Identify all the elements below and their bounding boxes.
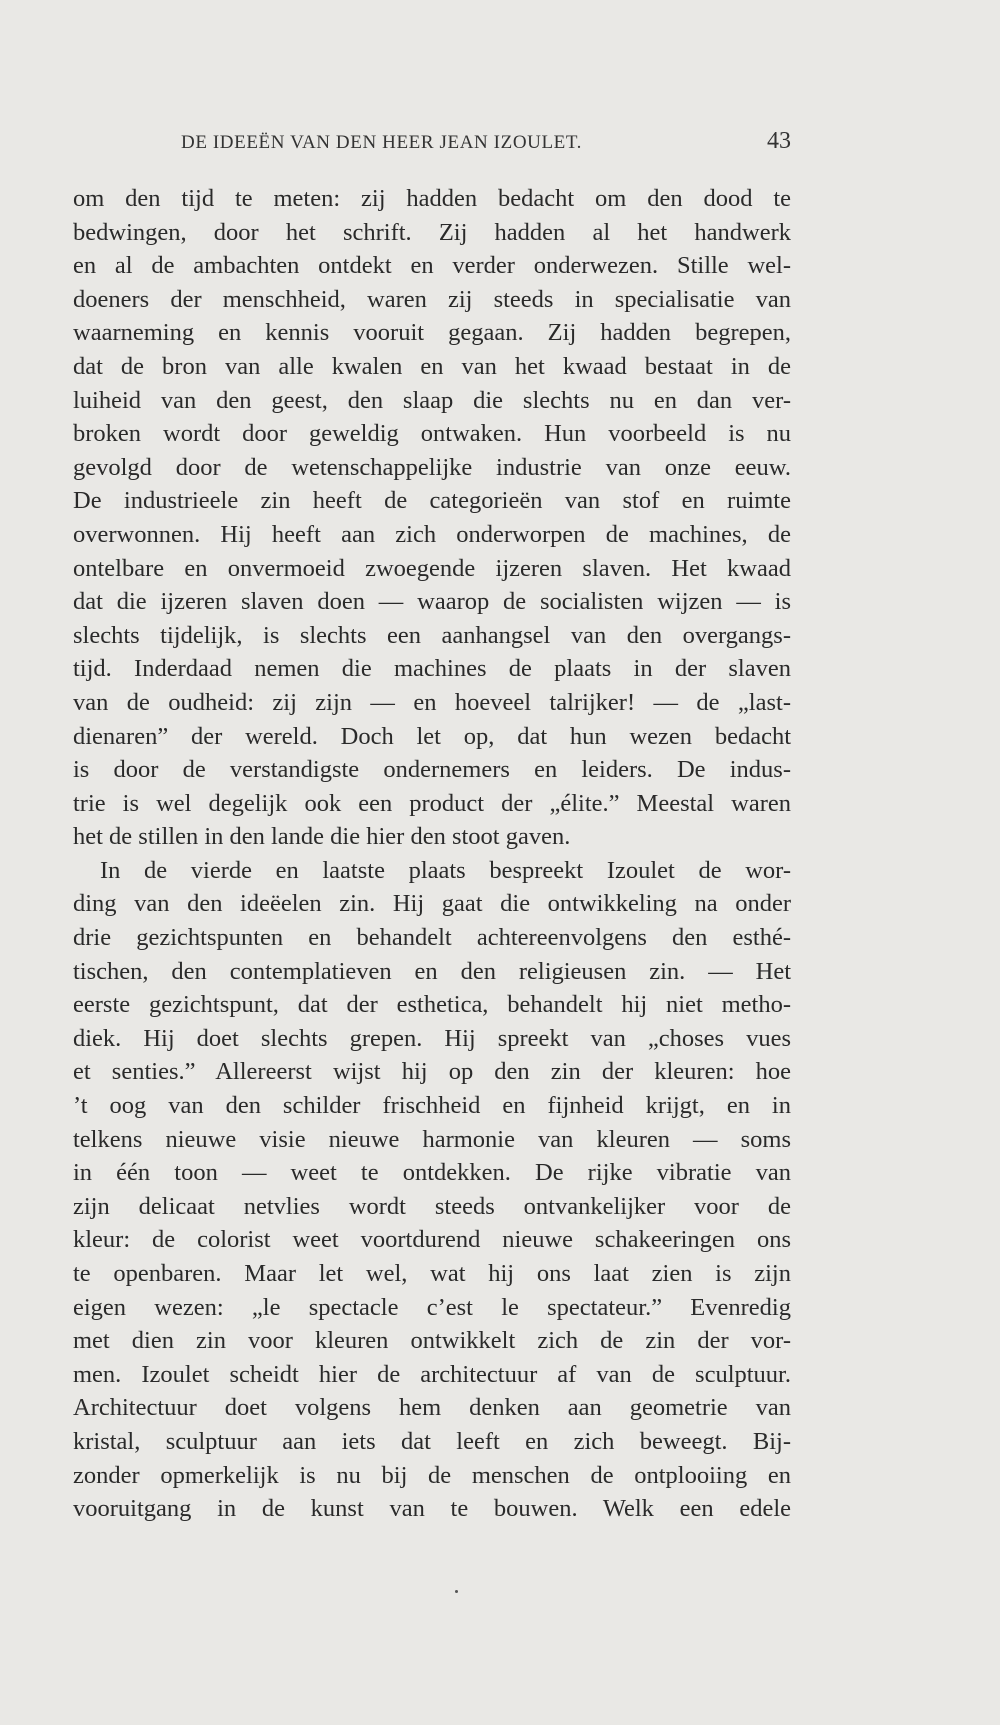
text-line: en al de ambachten ontdekt en verder onderwezen. Stille wel- — [73, 252, 791, 280]
text-line: ontelbare en onvermoeid zwoegende ijzeren slaven. Het kwaad — [73, 554, 791, 582]
text-line: drie gezichtspunten en behandelt achtereenvolgens den esthé- — [73, 924, 791, 952]
text-line: tischen, den contemplatieven en den religieusen zin. — Het — [73, 957, 791, 985]
text-line: tijd. Inderdaad nemen die machines de plaats in der slaven — [73, 655, 791, 683]
text-line: in één toon — weet te ontdekken. De rijke vibratie van — [73, 1159, 791, 1187]
text-line: trie is wel degelijk ook een product der „élite.” Meestal waren — [73, 789, 791, 817]
text-line: kleur: de colorist weet voortdurend nieuwe schakeeringen ons — [73, 1226, 791, 1254]
text-line: gevolgd door de wetenschappelijke industrie van onze eeuw. — [73, 453, 791, 481]
text-line: De industrieele zin heeft de categorieën van stof en ruimte — [73, 487, 791, 515]
text-line: om den tijd te meten: zij hadden bedacht om den dood te — [73, 185, 791, 212]
text-line: van de oudheid: zij zijn — en hoeveel talrijker! — de „last- — [73, 688, 791, 716]
text-line: bedwingen, door het schrift. Zij hadden al het handwerk — [73, 218, 791, 246]
text-line: waarneming en kennis vooruit gegaan. Zij hadden begrepen, — [73, 319, 791, 347]
text-line: met dien zin voor kleuren ontwikkelt zich de zin der vor- — [73, 1327, 791, 1355]
page-header — [73, 128, 791, 158]
text-line: te openbaren. Maar let wel, wat hij ons laat zien is zijn — [73, 1260, 791, 1287]
text-line: dat die ijzeren slaven doen — waarop de socialisten wijzen — is — [73, 588, 791, 616]
text-line: kristal, sculptuur aan iets dat leeft en zich beweegt. Bij- — [73, 1427, 791, 1455]
text-line: zonder opmerkelijk is nu bij de menschen de ontplooiing en — [73, 1461, 791, 1489]
text-line: dienaren” der wereld. Doch let op, dat hun wezen bedacht — [73, 722, 791, 750]
text-line: et senties.” Allereerst wijst hij op den zin der kleuren: hoe — [73, 1058, 791, 1086]
text-line: ding van den ideëelen zin. Hij gaat die ontwikkeling na onder — [73, 890, 791, 918]
running-head: DE IDEEËN VAN DEN HEER JEAN IZOULET. — [181, 132, 583, 153]
text-line: diek. Hij doet slechts grepen. Hij spreekt van „choses vues — [73, 1024, 791, 1052]
text-line: is door de verstandigste ondernemers en leiders. De indus- — [73, 756, 791, 784]
text-line: zijn delicaat netvlies wordt steeds ontvankelijker voor de — [73, 1192, 791, 1220]
text-line: In de vierde en laatste plaats bespreekt Izoulet de wor- — [100, 856, 791, 884]
text-line: telkens nieuwe visie nieuwe harmonie van kleuren — soms — [73, 1125, 791, 1153]
page-number: 43 — [767, 128, 791, 154]
paper-speck — [455, 1590, 458, 1593]
text-line: vooruitgang in de kunst van te bouwen. Welk een edele — [73, 1495, 791, 1523]
text-line: slechts tijdelijk, is slechts een aanhangsel van den overgangs- — [73, 621, 791, 649]
body-text — [73, 182, 791, 1526]
text-line: eerste gezichtspunt, dat der esthetica, behandelt hij niet metho- — [73, 991, 791, 1019]
text-line: ’t oog van den schilder frischheid en fijnheid krijgt, en in — [73, 1092, 791, 1120]
text-line: Architectuur doet volgens hem denken aan geometrie van — [73, 1394, 791, 1422]
text-line: het de stillen in den lande die hier den stoot gaven. — [73, 823, 571, 851]
text-line: dat de bron van alle kwalen en van het kwaad bestaat in de — [73, 352, 791, 380]
text-line: overwonnen. Hij heeft aan zich onderworpen de machines, de — [73, 520, 791, 548]
text-line: doeners der menschheid, waren zij steeds in specialisatie van — [73, 285, 791, 313]
text-line: men. Izoulet scheidt hier de architectuur af van de sculptuur. — [73, 1360, 791, 1388]
text-line: luiheid van den geest, den slaap die slechts nu en dan ver- — [73, 386, 791, 414]
text-line: broken wordt door geweldig ontwaken. Hun voorbeeld is nu — [73, 420, 791, 448]
text-line: eigen wezen: „le spectacle c’est le spectateur.” Evenredig — [73, 1293, 791, 1321]
